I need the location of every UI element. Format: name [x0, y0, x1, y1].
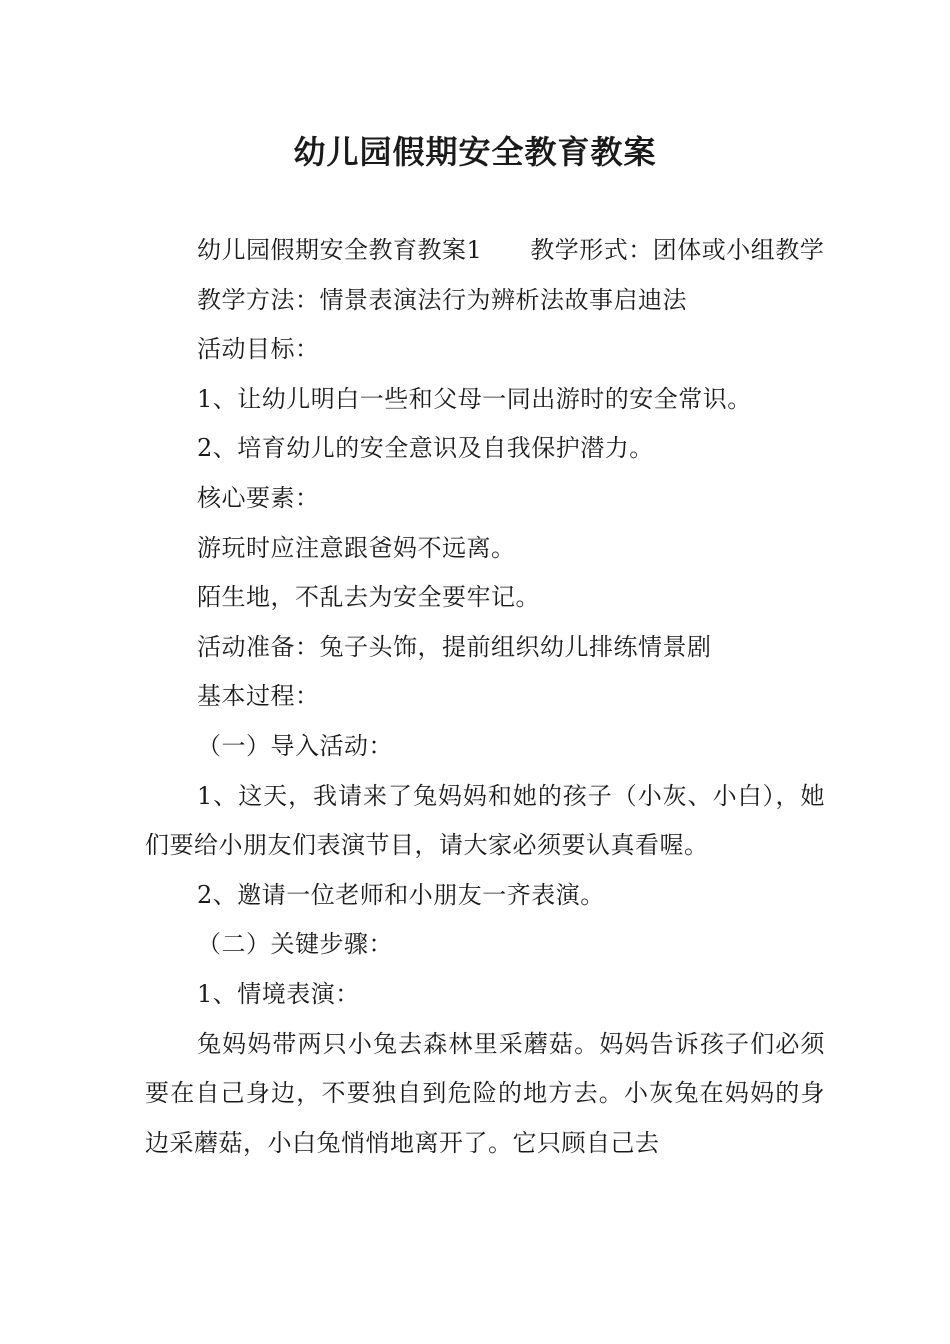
intro-heading: 幼儿园假期安全教育教案1: [197, 236, 483, 264]
document-body: [145, 226, 825, 1168]
paragraph-preparation: 活动准备：兔子头饰，提前组织幼儿排练情景剧: [197, 632, 712, 661]
document-title: 幼儿园假期安全教育教案: [293, 133, 657, 171]
paragraph-core-heading: 核心要素：: [197, 483, 320, 512]
paragraph-step-1: 1、这天，我请来了兔妈妈和她的孩子（小灰、小白），她们要给小朋友们表演节目，请大家必须要认真看喔。: [145, 781, 825, 860]
paragraph-section-1: （一）导入活动：: [197, 731, 393, 760]
paragraph-goal-1: 1、让幼儿明白一些和父母一同出游时的安全常识。: [197, 384, 752, 413]
paragraph-process-heading: 基本过程：: [197, 682, 320, 711]
paragraph-scenario-heading: 1、情境表演：: [197, 979, 360, 1008]
paragraph-goals-heading: 活动目标：: [197, 335, 320, 364]
paragraph-core-1: 游玩时应注意跟爸妈不远离。: [197, 533, 516, 562]
paragraph-section-2: （二）关键步骤：: [197, 930, 393, 959]
paragraph-goal-2: 2、培育幼儿的安全意识及自我保护潜力。: [197, 434, 654, 463]
paragraph-scenario-text: 兔妈妈带两只小兔去森林里采蘑菇。妈妈告诉孩子们必须要在自己身边，不要独自到危险的地方去。小灰兔在妈妈的身边采蘑菇，小白兔悄悄地离开了。它只顾自己去: [145, 1029, 825, 1157]
intro-paragraph: [145, 226, 825, 276]
paragraph-step-2: 2、邀请一位老师和小朋友一齐表演。: [197, 880, 605, 909]
paragraph-teaching-method: 教学方法：情景表演法行为辨析法故事启迪法: [197, 285, 687, 314]
intro-teaching-form: 教学形式：团体或小组教学: [530, 236, 825, 264]
paragraph-core-2: 陌生地，不乱去为安全要牢记。: [197, 583, 540, 612]
